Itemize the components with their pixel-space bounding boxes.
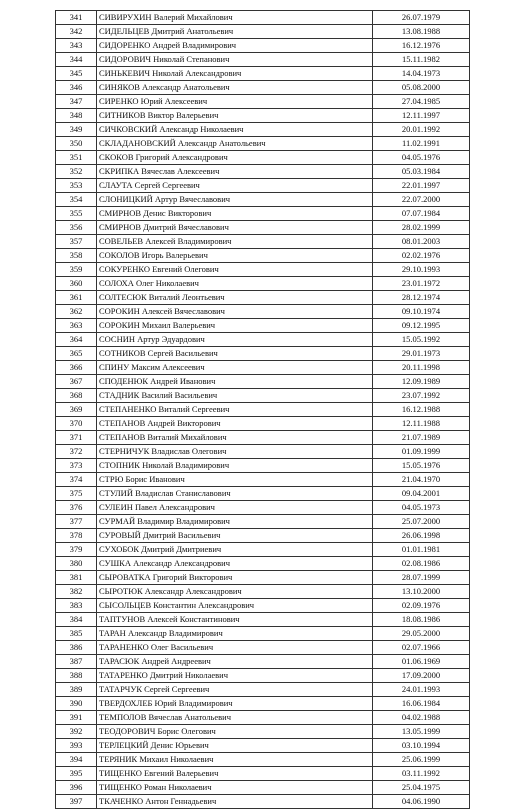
full-name-cell: ТЕРЛЕЦКИЙ Денис Юрьевич [97, 739, 373, 753]
row-number-cell: 369 [56, 403, 97, 417]
birth-date-cell: 22.07.2000 [373, 193, 470, 207]
full-name-cell: СТАДНИК Василий Васильевич [97, 389, 373, 403]
full-name-cell: СОКОЛОВ Игорь Валерьевич [97, 249, 373, 263]
table-row [56, 417, 470, 431]
row-number-cell: 354 [56, 193, 97, 207]
row-number-cell: 395 [56, 767, 97, 781]
table-row [56, 557, 470, 571]
table-row [56, 11, 470, 25]
table-row [56, 81, 470, 95]
table-row [56, 711, 470, 725]
table-row [56, 207, 470, 221]
full-name-cell: СИДЕЛЬЦЕВ Дмитрий Анатольевич [97, 25, 373, 39]
table-row [56, 249, 470, 263]
row-number-cell: 351 [56, 151, 97, 165]
birth-date-cell: 07.07.1984 [373, 207, 470, 221]
full-name-cell: СЛАУТА Сергей Сергеевич [97, 179, 373, 193]
row-number-cell: 396 [56, 781, 97, 795]
full-name-cell: СОТНИКОВ Сергей Васильевич [97, 347, 373, 361]
full-name-cell: СЫРОВАТКА Григорий Викторович [97, 571, 373, 585]
row-number-cell: 367 [56, 375, 97, 389]
table-row [56, 669, 470, 683]
row-number-cell: 383 [56, 599, 97, 613]
table-row [56, 599, 470, 613]
birth-date-cell: 08.01.2003 [373, 235, 470, 249]
full-name-cell: СТУЛИЙ Владислав Станиславович [97, 487, 373, 501]
birth-date-cell: 12.09.1989 [373, 375, 470, 389]
table-row [56, 655, 470, 669]
row-number-cell: 350 [56, 137, 97, 151]
row-number-cell: 347 [56, 95, 97, 109]
table-row [56, 179, 470, 193]
row-number-cell: 352 [56, 165, 97, 179]
table-row [56, 431, 470, 445]
row-number-cell: 378 [56, 529, 97, 543]
full-name-cell: СТЕПАНЕНКО Виталий Сергеевич [97, 403, 373, 417]
row-number-cell: 385 [56, 627, 97, 641]
birth-date-cell: 21.07.1989 [373, 431, 470, 445]
birth-date-cell: 09.10.1974 [373, 305, 470, 319]
row-number-cell: 384 [56, 613, 97, 627]
table-row [56, 543, 470, 557]
table-row [56, 795, 470, 809]
roster-table-body [56, 11, 470, 809]
row-number-cell: 345 [56, 67, 97, 81]
row-number-cell: 357 [56, 235, 97, 249]
full-name-cell: ТАТАРЧУК Сергей Сергеевич [97, 683, 373, 697]
birth-date-cell: 16.12.1988 [373, 403, 470, 417]
table-row [56, 193, 470, 207]
birth-date-cell: 11.02.1991 [373, 137, 470, 151]
table-row [56, 39, 470, 53]
birth-date-cell: 13.08.1988 [373, 25, 470, 39]
table-row [56, 389, 470, 403]
row-number-cell: 373 [56, 459, 97, 473]
full-name-cell: СИДОРОВИЧ Николай Степанович [97, 53, 373, 67]
birth-date-cell: 28.12.1974 [373, 291, 470, 305]
table-row [56, 585, 470, 599]
birth-date-cell: 02.07.1966 [373, 641, 470, 655]
table-row [56, 263, 470, 277]
row-number-cell: 359 [56, 263, 97, 277]
table-row [56, 753, 470, 767]
row-number-cell: 365 [56, 347, 97, 361]
birth-date-cell: 15.05.1976 [373, 459, 470, 473]
full-name-cell: СПИНУ Максим Алексеевич [97, 361, 373, 375]
row-number-cell: 370 [56, 417, 97, 431]
row-number-cell: 386 [56, 641, 97, 655]
birth-date-cell: 27.04.1985 [373, 95, 470, 109]
birth-date-cell: 01.01.1981 [373, 543, 470, 557]
birth-date-cell: 17.09.2000 [373, 669, 470, 683]
full-name-cell: ТИЩЕНКО Евгений Валерьевич [97, 767, 373, 781]
full-name-cell: СКРИПКА Вячеслав Алексеевич [97, 165, 373, 179]
full-name-cell: СПОДЕНЮК Андрей Иванович [97, 375, 373, 389]
table-row [56, 291, 470, 305]
full-name-cell: СКОКОВ Григорий Александрович [97, 151, 373, 165]
full-name-cell: ТАРАСЮК Андрей Андреевич [97, 655, 373, 669]
birth-date-cell: 25.04.1975 [373, 781, 470, 795]
table-row [56, 67, 470, 81]
table-row [56, 305, 470, 319]
table-row [56, 487, 470, 501]
row-number-cell: 388 [56, 669, 97, 683]
birth-date-cell: 04.05.1973 [373, 501, 470, 515]
table-row [56, 781, 470, 795]
birth-date-cell: 01.06.1969 [373, 655, 470, 669]
table-row [56, 697, 470, 711]
table-row [56, 403, 470, 417]
full-name-cell: СОКУРЕНКО Евгений Олегович [97, 263, 373, 277]
table-row [56, 375, 470, 389]
row-number-cell: 389 [56, 683, 97, 697]
table-row [56, 319, 470, 333]
birth-date-cell: 20.11.1998 [373, 361, 470, 375]
birth-date-cell: 05.03.1984 [373, 165, 470, 179]
birth-date-cell: 02.02.1976 [373, 249, 470, 263]
table-row [56, 459, 470, 473]
table-row [56, 347, 470, 361]
full-name-cell: СМИРНОВ Дмитрий Вячеславович [97, 221, 373, 235]
row-number-cell: 382 [56, 585, 97, 599]
table-row [56, 571, 470, 585]
row-number-cell: 346 [56, 81, 97, 95]
row-number-cell: 393 [56, 739, 97, 753]
full-name-cell: СЫСОЛЬЦЕВ Константин Александрович [97, 599, 373, 613]
birth-date-cell: 20.01.1992 [373, 123, 470, 137]
full-name-cell: СИТНИКОВ Виктор Валерьевич [97, 109, 373, 123]
row-number-cell: 361 [56, 291, 97, 305]
full-name-cell: СИЧКОВСКИЙ Александр Николаевич [97, 123, 373, 137]
row-number-cell: 379 [56, 543, 97, 557]
row-number-cell: 394 [56, 753, 97, 767]
row-number-cell: 343 [56, 39, 97, 53]
row-number-cell: 364 [56, 333, 97, 347]
birth-date-cell: 23.07.1992 [373, 389, 470, 403]
table-row [56, 515, 470, 529]
row-number-cell: 368 [56, 389, 97, 403]
row-number-cell: 360 [56, 277, 97, 291]
row-number-cell: 390 [56, 697, 97, 711]
table-row [56, 529, 470, 543]
row-number-cell: 380 [56, 557, 97, 571]
full-name-cell: СЛОНИЦКИЙ Артур Вячеславович [97, 193, 373, 207]
birth-date-cell: 25.07.2000 [373, 515, 470, 529]
full-name-cell: СЫРОТЮК Александр Александрович [97, 585, 373, 599]
full-name-cell: СУХОБОК Дмитрий Дмитриевич [97, 543, 373, 557]
birth-date-cell: 29.10.1993 [373, 263, 470, 277]
row-number-cell: 387 [56, 655, 97, 669]
full-name-cell: СКЛАДАНОВСКИЙ Александр Анатольевич [97, 137, 373, 151]
full-name-cell: СТЕПАНОВ Андрей Викторович [97, 417, 373, 431]
full-name-cell: ТАПТУНОВ Алексей Константинович [97, 613, 373, 627]
birth-date-cell: 14.04.1973 [373, 67, 470, 81]
table-row [56, 95, 470, 109]
birth-date-cell: 28.07.1999 [373, 571, 470, 585]
birth-date-cell: 15.05.1992 [373, 333, 470, 347]
birth-date-cell: 13.10.2000 [373, 585, 470, 599]
full-name-cell: СОЛТЕСЮК Виталий Леонтьевич [97, 291, 373, 305]
birth-date-cell: 16.12.1976 [373, 39, 470, 53]
row-number-cell: 341 [56, 11, 97, 25]
birth-date-cell: 12.11.1997 [373, 109, 470, 123]
table-row [56, 501, 470, 515]
table-row [56, 683, 470, 697]
birth-date-cell: 16.06.1984 [373, 697, 470, 711]
full-name-cell: СУРМАЙ Владимир Владимирович [97, 515, 373, 529]
full-name-cell: СИДОРЕНКО Андрей Владимирович [97, 39, 373, 53]
full-name-cell: ТЕМПОЛОВ Вячеслав Анатольевич [97, 711, 373, 725]
full-name-cell: СИРЕНКО Юрий Алексеевич [97, 95, 373, 109]
birth-date-cell: 22.01.1997 [373, 179, 470, 193]
row-number-cell: 397 [56, 795, 97, 809]
birth-date-cell: 25.06.1999 [373, 753, 470, 767]
birth-date-cell: 04.05.1976 [373, 151, 470, 165]
birth-date-cell: 29.01.1973 [373, 347, 470, 361]
row-number-cell: 349 [56, 123, 97, 137]
birth-date-cell: 12.11.1988 [373, 417, 470, 431]
table-row [56, 739, 470, 753]
birth-date-cell: 05.08.2000 [373, 81, 470, 95]
row-number-cell: 355 [56, 207, 97, 221]
full-name-cell: СУЛЕИН Павел Александрович [97, 501, 373, 515]
birth-date-cell: 03.11.1992 [373, 767, 470, 781]
table-row [56, 445, 470, 459]
birth-date-cell: 18.08.1986 [373, 613, 470, 627]
full-name-cell: ТАТАРЕНКО Дмитрий Николаевич [97, 669, 373, 683]
row-number-cell: 353 [56, 179, 97, 193]
row-number-cell: 358 [56, 249, 97, 263]
birth-date-cell: 01.09.1999 [373, 445, 470, 459]
full-name-cell: СУШКА Александр Александрович [97, 557, 373, 571]
row-number-cell: 392 [56, 725, 97, 739]
table-row [56, 767, 470, 781]
table-row [56, 361, 470, 375]
table-row [56, 221, 470, 235]
birth-date-cell: 29.05.2000 [373, 627, 470, 641]
row-number-cell: 374 [56, 473, 97, 487]
birth-date-cell: 23.01.1972 [373, 277, 470, 291]
full-name-cell: СТОПНИК Николай Владимирович [97, 459, 373, 473]
row-number-cell: 381 [56, 571, 97, 585]
birth-date-cell: 21.04.1970 [373, 473, 470, 487]
birth-date-cell: 03.10.1994 [373, 739, 470, 753]
table-row [56, 627, 470, 641]
row-number-cell: 391 [56, 711, 97, 725]
full-name-cell: СУРОВЫЙ Дмитрий Васильевич [97, 529, 373, 543]
full-name-cell: СОЛОХА Олег Николаевич [97, 277, 373, 291]
full-name-cell: ТИЩЕНКО Роман Николаевич [97, 781, 373, 795]
birth-date-cell: 04.06.1990 [373, 795, 470, 809]
row-number-cell: 372 [56, 445, 97, 459]
table-row [56, 25, 470, 39]
full-name-cell: ТЕОДОРОВИЧ Борис Олегович [97, 725, 373, 739]
full-name-cell: ТЕРЯНИК Михаил Николаевич [97, 753, 373, 767]
full-name-cell: СТРЮ Борис Иванович [97, 473, 373, 487]
table-row [56, 137, 470, 151]
birth-date-cell: 28.02.1999 [373, 221, 470, 235]
table-row [56, 613, 470, 627]
row-number-cell: 363 [56, 319, 97, 333]
table-row [56, 641, 470, 655]
full-name-cell: ТВЕРДОХЛЕБ Юрий Владимирович [97, 697, 373, 711]
birth-date-cell: 09.04.2001 [373, 487, 470, 501]
roster-table [55, 10, 470, 809]
full-name-cell: СОВЕЛЬЕВ Алексей Владимирович [97, 235, 373, 249]
full-name-cell: СМИРНОВ Денис Викторович [97, 207, 373, 221]
birth-date-cell: 13.05.1999 [373, 725, 470, 739]
table-row [56, 109, 470, 123]
full-name-cell: СИНЬКЕВИЧ Николай Александрович [97, 67, 373, 81]
full-name-cell: СОРОКИН Михаил Валерьевич [97, 319, 373, 333]
birth-date-cell: 02.08.1986 [373, 557, 470, 571]
full-name-cell: СОРОКИН Алексей Вячеславович [97, 305, 373, 319]
birth-date-cell: 26.07.1979 [373, 11, 470, 25]
birth-date-cell: 26.06.1998 [373, 529, 470, 543]
row-number-cell: 366 [56, 361, 97, 375]
full-name-cell: СТЕРНИЧУК Владислав Олегович [97, 445, 373, 459]
row-number-cell: 376 [56, 501, 97, 515]
birth-date-cell: 09.12.1995 [373, 319, 470, 333]
table-row [56, 235, 470, 249]
row-number-cell: 344 [56, 53, 97, 67]
table-row [56, 53, 470, 67]
table-row [56, 151, 470, 165]
row-number-cell: 377 [56, 515, 97, 529]
full-name-cell: СИНЯКОВ Александр Анатольевич [97, 81, 373, 95]
table-row [56, 123, 470, 137]
birth-date-cell: 04.02.1988 [373, 711, 470, 725]
table-row [56, 277, 470, 291]
row-number-cell: 348 [56, 109, 97, 123]
birth-date-cell: 02.09.1976 [373, 599, 470, 613]
row-number-cell: 371 [56, 431, 97, 445]
full-name-cell: СТЕПАНОВ Виталий Михайлович [97, 431, 373, 445]
full-name-cell: СИВИРУХИН Валерий Михайлович [97, 11, 373, 25]
birth-date-cell: 24.01.1993 [373, 683, 470, 697]
row-number-cell: 342 [56, 25, 97, 39]
full-name-cell: ТАРАНЕНКО Олег Васильевич [97, 641, 373, 655]
full-name-cell: ТКАЧЕНКО Антон Геннадьевич [97, 795, 373, 809]
row-number-cell: 356 [56, 221, 97, 235]
table-row [56, 333, 470, 347]
full-name-cell: ТАРАН Александр Владимирович [97, 627, 373, 641]
row-number-cell: 362 [56, 305, 97, 319]
birth-date-cell: 15.11.1982 [373, 53, 470, 67]
row-number-cell: 375 [56, 487, 97, 501]
table-row [56, 725, 470, 739]
table-row [56, 473, 470, 487]
table-row [56, 165, 470, 179]
full-name-cell: СОСНИН Артур Эдуардович [97, 333, 373, 347]
